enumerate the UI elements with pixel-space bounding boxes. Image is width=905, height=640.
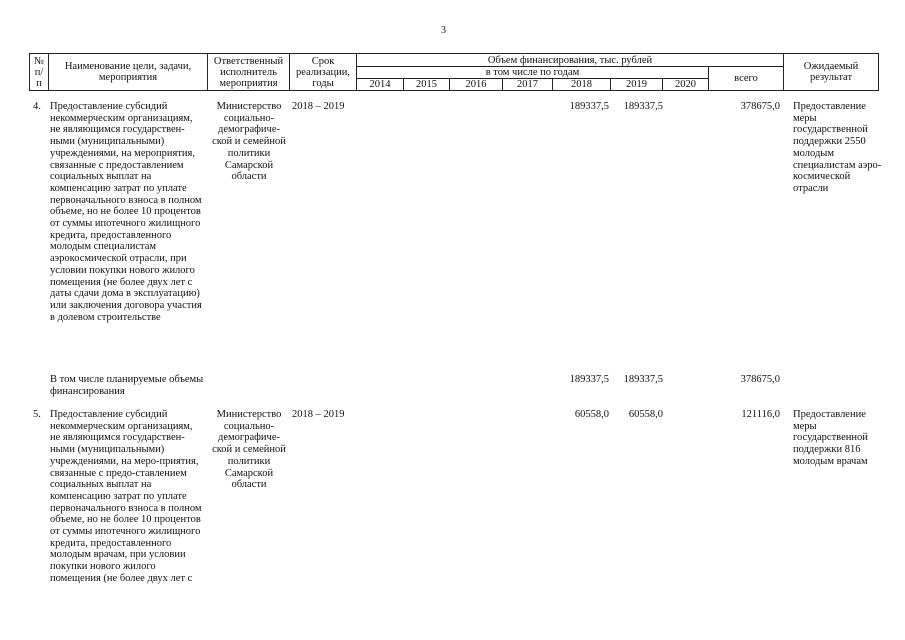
- page-number: 3: [441, 25, 446, 36]
- row-2018: 189337,5: [569, 374, 609, 385]
- table-header: [29, 53, 879, 91]
- row-2018: 189337,5: [569, 101, 609, 112]
- header-year: 2018: [553, 79, 611, 91]
- header-total: всего: [709, 67, 784, 91]
- row-number: 5.: [33, 409, 41, 420]
- header-year: 2019: [611, 79, 663, 91]
- table-row: [0, 409, 905, 634]
- header-name: Наименование цели, задачи, мероприятия: [49, 54, 208, 91]
- header-num: № п/п: [30, 54, 49, 91]
- header-year: 2015: [404, 79, 450, 91]
- header-year: 2017: [503, 79, 553, 91]
- header-year: 2014: [357, 79, 404, 91]
- header-result: Ожидаемый результат: [784, 54, 879, 91]
- row-responsible: Министерство социально-демографиче-ской и семейной политики Самарской области: [212, 101, 286, 183]
- row-term: 2018 – 2019: [292, 409, 345, 420]
- row-total: 121116,0: [741, 409, 780, 420]
- header-by-years: в том числе по годам: [357, 67, 709, 79]
- table-row: [0, 374, 905, 400]
- header-term: Срок реализации, годы: [290, 54, 357, 91]
- row-responsible: Министерство социально-демографиче-ской и семейной политики Самарской области: [212, 409, 286, 491]
- row-2019: 189337,5: [623, 374, 663, 385]
- table-row: [0, 101, 905, 363]
- row-name: Предоставление субсидий некоммерческим организациям, не являющимся государствен-ными (муниципальными) учреждениями, на меро-приятия, связанные с предо-ставлением социальных выплат на компенсацию затрат по уплате первоначального взноса в полном объеме, но не более 10 процентов от суммы ипотечного жилищного кредита, предоставленного молодым врачам, при условии покупки нового жилого помещения (не более двух лет с: [50, 409, 202, 584]
- row-total: 378675,0: [740, 374, 780, 385]
- row-result: Предоставление меры государственной поддержки 816 молодым врачам: [793, 409, 868, 467]
- row-total: 378675,0: [740, 101, 780, 112]
- row-name: В том числе планируемые объемы финансирования: [50, 374, 204, 397]
- header-year: 2016: [450, 79, 503, 91]
- row-2018: 60558,0: [574, 409, 609, 420]
- row-term: 2018 – 2019: [292, 101, 345, 112]
- header-responsible: Ответственный исполнитель мероприятия: [208, 54, 290, 91]
- row-result: Предоставление меры государственной поддержки 2550 молодым специалистам аэро-космической отрасли: [793, 101, 882, 194]
- row-2019: 60558,0: [628, 409, 663, 420]
- row-number: 4.: [33, 101, 41, 112]
- row-2019: 189337,5: [623, 101, 663, 112]
- header-financing: Объем финансирования, тыс. рублей: [357, 54, 784, 67]
- header-year: 2020: [663, 79, 709, 91]
- row-name: Предоставление субсидий некоммерческим организациям, не являющимся государствен-ными (муниципальными) учреждениями, на мероприятия, связанные с предоставлением социальных выплат на компенсацию затрат по уплате первоначального взноса в полном объеме, но не более 10 процентов от суммы ипотечного жилищного кредита, предоставленного молодым специалистам аэрокосмической отрасли, при условии покупки нового жилого помещения (не более двух лет с даты сдачи дома в эксплуатацию) или заключения договора участия в долевом строительстве: [50, 101, 202, 323]
